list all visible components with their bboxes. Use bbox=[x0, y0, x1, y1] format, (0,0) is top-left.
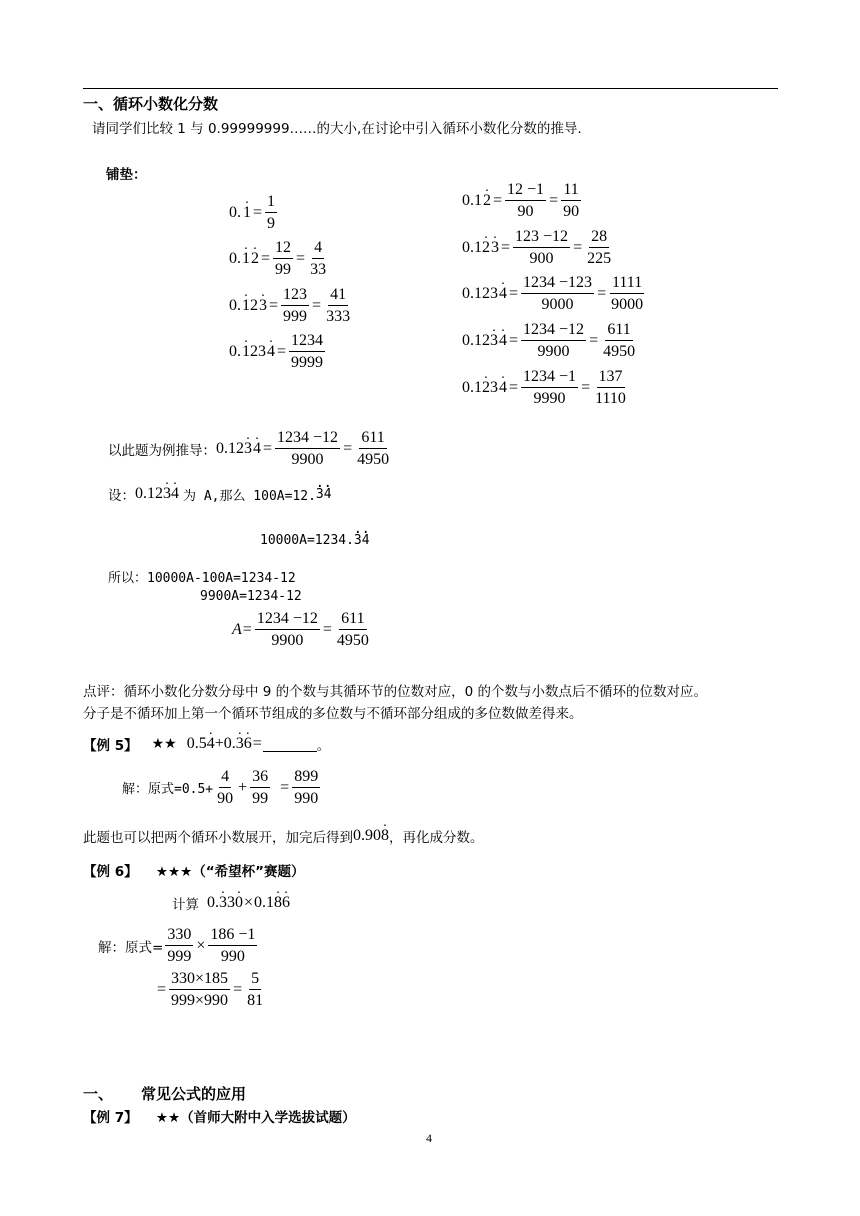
page-number: 4 bbox=[426, 1131, 432, 1145]
example-6-solution-2: = $\frac{330\times 185}{999\times 990}$ = $\frac{5}{81}$ bbox=[157, 970, 264, 1009]
example-5: 【例 5】 ★★ 0.5 4 . +0. 3 . 6 . = 。 bbox=[83, 734, 330, 754]
left-eq-3: 0. 1 . 2 3 . = $\frac{123}{999}$ = $\frac{41}{333}$ bbox=[228, 285, 354, 326]
section-2-title: 一、 常见公式的应用 bbox=[83, 1085, 247, 1103]
right-eq-3: 0.123 4 . = $\frac{1234 -123}{9000}$ = $\frac{1111}{9000}$ bbox=[462, 273, 647, 314]
example-6-solution-1: 解：原式= $\frac{330}{999}$ × $\frac{186 -1}{990}$ bbox=[98, 926, 256, 965]
right-eq-5: 0.1 2 . 3 4 . = $\frac{1234 -1}{9990}$ = $\frac{137}{1110}$ bbox=[462, 367, 630, 408]
right-eq-1: 0.1 2 . = $\frac{12 -1}{90}$ = $\frac{11}{90}$ bbox=[462, 180, 583, 221]
left-eq-4: 0. 1 . 23 4 . = $\frac{1234}{9999}$ bbox=[228, 331, 327, 372]
left-eq-2: 0. 1 . 2 . = $\frac{12}{99}$ = $\frac{4}{33}$ bbox=[228, 238, 330, 279]
answer-blank bbox=[263, 737, 317, 752]
comment-line-1: 点评：循环小数化分数分母中 9 的个数与其循环节的位数对应，0 的个数与小数点后不循环的位数对应。 bbox=[83, 684, 708, 700]
pudian-label: 铺垫： bbox=[106, 167, 147, 183]
left-eq-1: 0. 1 . = $\frac{1}{9}$ bbox=[228, 192, 279, 233]
line-10000a: 10000A=1234. 3 . 4 . bbox=[260, 533, 370, 548]
right-eq-4: 0.12 3 . 4 . = $\frac{1234 -12}{9900}$ = $\frac{611}{4950}$ bbox=[462, 320, 639, 361]
example-5-solution: 解：原式=0.5+ $\frac{4}{90}$ + $\frac{36}{99}$ = $\frac{899}{990}$ bbox=[122, 768, 319, 807]
header-rule bbox=[83, 88, 778, 89]
let-line: 设： 0.12 3 . 4 . 为 A,那么 100A=12. 3 . 4 . bbox=[108, 484, 332, 504]
so-line-1: 所以：10000A-100A=1234-12 bbox=[108, 571, 296, 586]
example-6-header: 【例 6】 ★★★（“希望杯”赛题） bbox=[83, 864, 305, 880]
derive-line: 以此题为例推导： 0.12 3 . 4 . = $\frac{1234 -12}{9900}$ = $\frac{611}{4950}$ bbox=[108, 428, 393, 469]
example-6-calc: 计算 0. 3 . 3 0 . × 0.1 8 . 6 . bbox=[172, 893, 290, 913]
example-7-header: 【例 7】 ★★（首师大附中入学选拔试题） bbox=[83, 1110, 356, 1126]
a-equation: A = $\frac{1234 -12}{9900}$ = $\frac{611}{4950}$ bbox=[232, 610, 369, 649]
intro-text: 请同学们比较 1 与 0.99999999……的大小,在讨论中引入循环小数化分数的推导. bbox=[92, 121, 582, 137]
example-5-note: 此题也可以把两个循环小数展开，加完后得到 0.90 8 . ，再化成分数。 bbox=[83, 826, 484, 846]
comment-line-2: 分子是不循环加上第一个循环节组成的多位数与不循环部分组成的多位数做差得来。 bbox=[83, 706, 583, 722]
so-line-2: 9900A=1234-12 bbox=[200, 589, 302, 604]
section-title: 一、循环小数化分数 bbox=[83, 95, 219, 113]
right-eq-2: 0.1 2 . 3 . = $\frac{123 -12}{900}$ = $\frac{28}{225}$ bbox=[462, 227, 615, 268]
